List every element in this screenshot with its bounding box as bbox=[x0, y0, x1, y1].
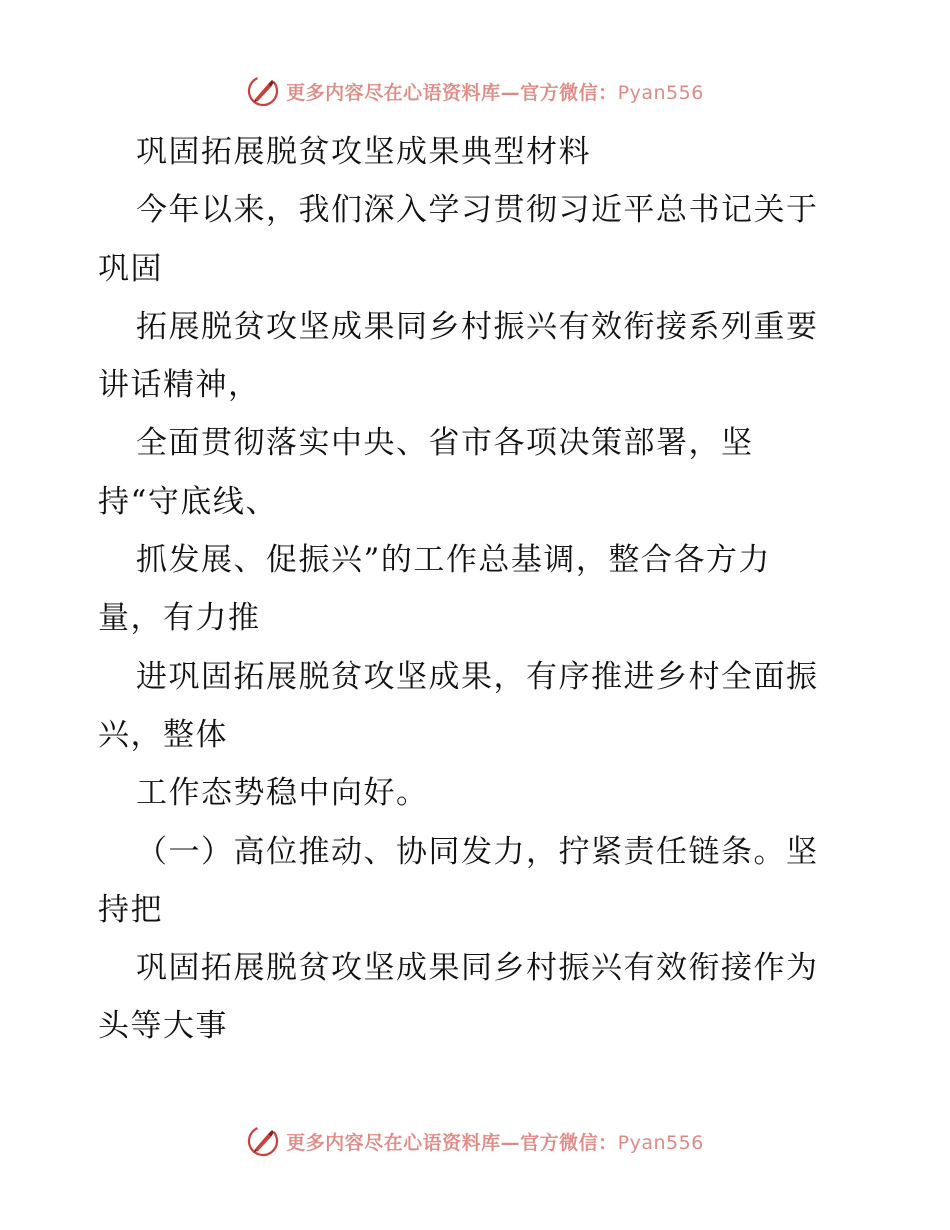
text-line: 全面贯彻落实中央、省市各项决策部署，坚 bbox=[136, 425, 754, 462]
text-line: 进巩固拓展脱贫攻坚成果，有序推进乡村全面振 bbox=[136, 658, 819, 695]
watermark-text: 更多内容尽在心语资料库—官方微信：Pyan556 bbox=[286, 81, 704, 104]
document-body bbox=[98, 123, 858, 1056]
text-line: 抓发展、促振兴”的工作总基调，整合各方力 bbox=[136, 542, 771, 579]
text-line: 讲话精神， bbox=[98, 367, 261, 404]
text-line: 量，有力推 bbox=[98, 600, 261, 637]
text-line: 持“守底线、 bbox=[98, 483, 278, 520]
pen-logo-icon bbox=[246, 74, 280, 108]
text-line: 头等大事 bbox=[98, 1008, 228, 1045]
text-line: 工作态势稳中向好。 bbox=[136, 775, 429, 812]
text-line: 今年以来，我们深入学习贯彻习近平总书记关于 bbox=[136, 192, 819, 229]
text-line: 兴，整体 bbox=[98, 716, 228, 753]
pen-logo-icon bbox=[246, 1124, 280, 1158]
text-line: 拓展脱贫攻坚成果同乡村振兴有效衔接系列重要 bbox=[136, 308, 819, 345]
text-line: 持把 bbox=[98, 891, 163, 928]
header-watermark bbox=[0, 71, 950, 111]
footer-watermark bbox=[0, 1121, 950, 1161]
text-line: 巩固拓展脱贫攻坚成果典型材料 bbox=[136, 134, 591, 170]
watermark-text: 更多内容尽在心语资料库—官方微信：Pyan556 bbox=[286, 1131, 704, 1154]
text-line: 巩固 bbox=[98, 250, 163, 287]
text-line: 巩固拓展脱贫攻坚成果同乡村振兴有效衔接作为 bbox=[136, 950, 819, 987]
text-line: （一）高位推动、协同发力，拧紧责任链条。坚 bbox=[136, 833, 819, 870]
